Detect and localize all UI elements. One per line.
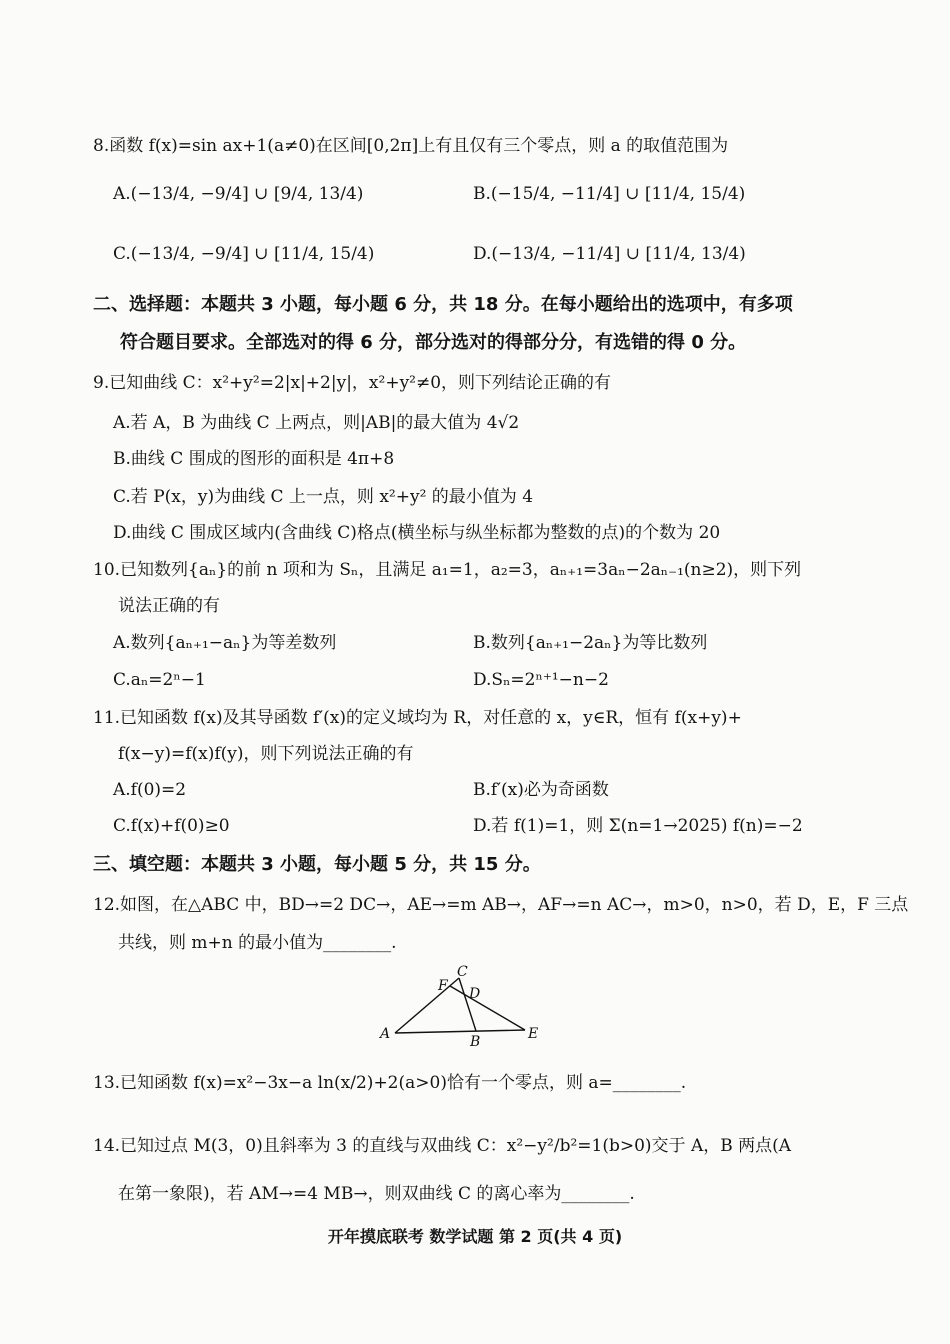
q11-stem-cont: f(x−y)=f(x)f(y)，则下列说法正确的有 (118, 744, 414, 764)
q10-option-b: B.数列{aₙ₊₁−2aₙ}为等比数列 (473, 633, 708, 653)
q11-option-a: A.f(0)=2 (113, 780, 187, 800)
q9-stem: 9.已知曲线 C：x²+y²=2|x|+2|y|，x²+y²≠0，则下列结论正确的有 (93, 373, 612, 393)
q8-option-b: B.(−15/4, −11/4] ∪ [11/4, 15/4) (473, 184, 746, 204)
q11-option-c: C.f(x)+f(0)≥0 (113, 816, 230, 836)
q10-option-c: C.aₙ=2ⁿ−1 (113, 670, 206, 690)
q13-stem: 13.已知函数 f(x)=x²−3x−a ln(x/2)+2(a>0)恰有一个零点，则 a=________. (93, 1073, 687, 1093)
label-c: C (457, 964, 468, 980)
q9-option-b: B.曲线 C 围成的图形的面积是 4π+8 (113, 449, 395, 469)
segment-fe (450, 986, 525, 1030)
section-3-heading: 三、填空题：本题共 3 小题，每小题 5 分，共 15 分。 (93, 854, 541, 875)
q11-option-b: B.f′(x)必为奇函数 (473, 780, 609, 800)
label-a: A (380, 1026, 391, 1042)
triangle-figure (370, 960, 550, 1050)
q11-option-d: D.若 f(1)=1，则 Σ(n=1→2025) f(n)=−2 (473, 816, 803, 836)
q8-option-c: C.(−13/4, −9/4] ∪ [11/4, 15/4) (113, 244, 375, 264)
label-f: F (438, 978, 448, 994)
label-e: E (528, 1026, 539, 1042)
q14-stem-cont: 在第一象限)，若 AM→=4 MB→，则双曲线 C 的离心率为________. (118, 1184, 635, 1204)
q9-option-d: D.曲线 C 围成区域内(含曲线 C)格点(横坐标与纵坐标都为整数的点)的个数为 20 (113, 523, 721, 543)
page-footer: 开年摸底联考 数学试题 第 2 页(共 4 页) (327, 1227, 623, 1246)
section-2-heading: 二、选择题：本题共 3 小题，每小题 6 分，共 18 分。在每小题给出的选项中，有多项 (93, 294, 793, 315)
q14-stem: 14.已知过点 M(3，0)且斜率为 3 的直线与双曲线 C：x²−y²/b²=1(b>0)交于 A，B 两点(A (93, 1136, 792, 1156)
q10-stem: 10.已知数列{aₙ}的前 n 项和为 Sₙ，且满足 a₁=1，a₂=3，aₙ₊₁=3aₙ−2aₙ₋₁(n≥2)，则下列 (93, 560, 802, 580)
q8-option-a: A.(−13/4, −9/4] ∪ [9/4, 13/4) (113, 184, 364, 204)
q10-stem-cont: 说法正确的有 (118, 596, 220, 616)
label-b: B (470, 1034, 481, 1050)
q11-stem: 11.已知函数 f(x)及其导函数 f′(x)的定义域均为 R，对任意的 x，y∈R，恒有 f(x+y)+ (93, 708, 742, 728)
segment-ae (395, 1030, 525, 1033)
q12-stem: 12.如图，在△ABC 中，BD→=2 DC→，AE→=m AB→，AF→=n AC→，m>0，n>0，若 D，E，F 三点 (93, 895, 909, 915)
q10-option-a: A.数列{aₙ₊₁−aₙ}为等差数列 (113, 633, 337, 653)
section-2-heading-cont: 符合题目要求。全部选对的得 6 分，部分选对的得部分分，有选错的得 0 分。 (120, 332, 747, 353)
q12-stem-cont: 共线，则 m+n 的最小值为________. (118, 933, 397, 953)
q10-option-d: D.Sₙ=2ⁿ⁺¹−n−2 (473, 670, 609, 690)
q9-option-c: C.若 P(x，y)为曲线 C 上一点，则 x²+y² 的最小值为 4 (113, 487, 534, 507)
q9-option-a: A.若 A，B 为曲线 C 上两点，则|AB|的最大值为 4√2 (113, 413, 520, 433)
segment-ac (395, 978, 459, 1033)
label-d: D (469, 986, 481, 1002)
q8-option-d: D.(−13/4, −11/4] ∪ [11/4, 13/4) (473, 244, 746, 264)
q8-stem: 8.函数 f(x)=sin ax+1(a≠0)在区间[0,2π]上有且仅有三个零点，则 a 的取值范围为 (93, 136, 729, 156)
